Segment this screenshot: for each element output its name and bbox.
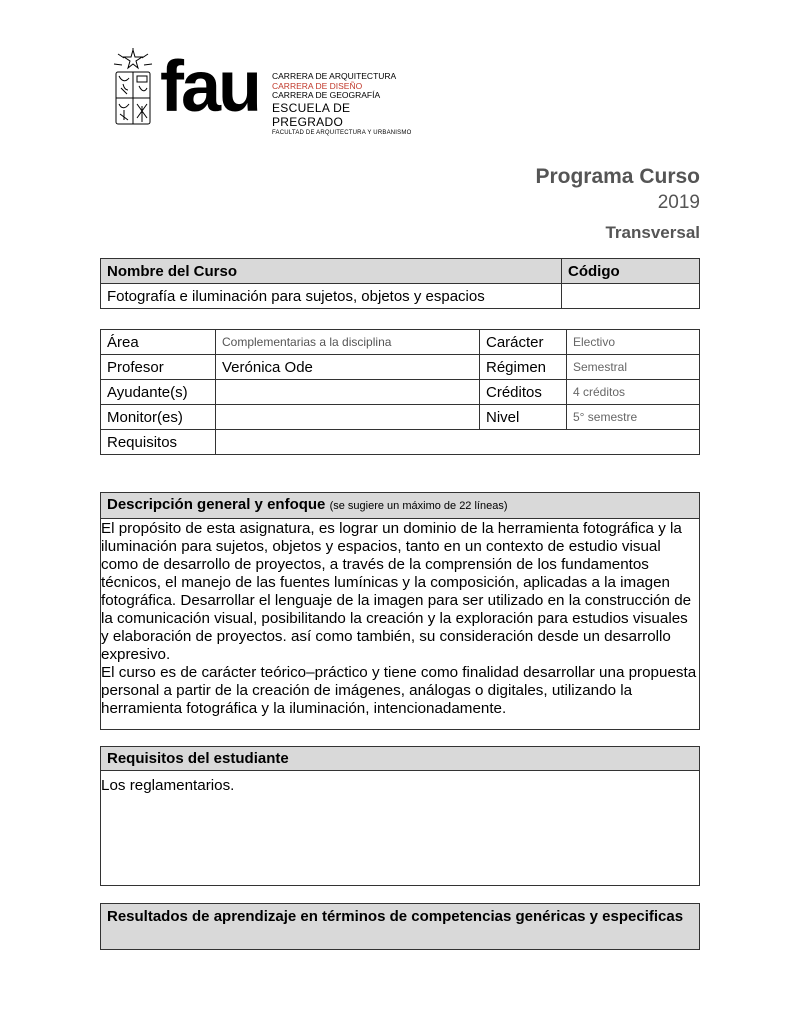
logo-line-arquitectura: CARRERA DE ARQUITECTURA bbox=[272, 71, 397, 81]
program-title: Programa Curso bbox=[535, 165, 700, 188]
area-value: Complementarias a la disciplina bbox=[216, 330, 480, 355]
logo-faculty: FACULTAD DE ARQUITECTURA Y URBANISMO bbox=[272, 129, 412, 136]
student-requirements-body: Los reglamentarios. bbox=[101, 777, 235, 794]
learning-results-section bbox=[100, 903, 700, 950]
monitor-value bbox=[216, 405, 480, 430]
program-year: 2019 bbox=[657, 192, 700, 213]
caracter-value: Electivo bbox=[567, 330, 700, 355]
requisitos-value bbox=[216, 430, 700, 455]
university-crest-icon bbox=[110, 48, 156, 130]
description-paragraph-2: El curso es de carácter teórico–práctico y tiene como finalidad desarrollar una propuesta personal a partir de la creación de imágenes, análogas o digitales, utilizando la herramienta fotográfica y la iluminación, intencionadamente. bbox=[101, 664, 697, 717]
program-type: Transversal bbox=[605, 223, 700, 242]
logo-school: ESCUELA DE PREGRADO bbox=[272, 100, 351, 129]
regimen-value: Semestral bbox=[567, 355, 700, 380]
learning-results-header: Resultados de aprendizaje en términos de competencias genéricas y especificas bbox=[101, 904, 699, 949]
description-section bbox=[100, 492, 700, 730]
student-requirements-header: Requisitos del estudiante bbox=[101, 747, 699, 771]
nivel-label: Nivel bbox=[480, 405, 567, 430]
creditos-label: Créditos bbox=[480, 380, 567, 405]
course-table bbox=[100, 258, 700, 309]
logo-line-diseno: CARRERA DE DISEÑO bbox=[272, 80, 363, 91]
description-paragraph-1: El propósito de esta asignatura, es lograr un dominio de la herramienta fotográfica y la iluminación para sujetos, objetos y espacios, tanto en un contexto de estudio visual como de desarrollo de proyectos, a través de la comprensión de los fundamentos técnicos, el manejo de las fuentes lumínicas y la composición, aplicadas a la imagen fotográfica. Desarrollar el lenguaje de la imagen para ser utilizado en la construcción de la comunicación visual, posibilitando la creación y la exploración para estudios visuales y elaboración de proyectos. así como también, su consideración desde un desarrollo expresivo. bbox=[101, 520, 692, 663]
requisitos-label: Requisitos bbox=[101, 430, 216, 455]
course-code-header: Código bbox=[562, 259, 700, 284]
ayudante-value bbox=[216, 380, 480, 405]
title-block bbox=[535, 163, 700, 249]
logo-text bbox=[272, 72, 420, 137]
course-name-header: Nombre del Curso bbox=[101, 259, 562, 284]
caracter-label: Carácter bbox=[480, 330, 567, 355]
course-info-table bbox=[100, 329, 700, 455]
creditos-value: 4 créditos bbox=[567, 380, 700, 405]
profesor-label: Profesor bbox=[101, 355, 216, 380]
regimen-label: Régimen bbox=[480, 355, 567, 380]
course-name: Fotografía e iluminación para sujetos, objetos y espacios bbox=[101, 284, 562, 309]
description-body bbox=[101, 519, 699, 718]
fau-wordmark: fau bbox=[160, 47, 259, 127]
ayudante-label: Ayudante(s) bbox=[101, 380, 216, 405]
fau-logo bbox=[110, 47, 420, 136]
course-code bbox=[562, 284, 700, 309]
nivel-value: 5° semestre bbox=[567, 405, 700, 430]
profesor-value: Verónica Ode bbox=[216, 355, 480, 380]
description-title: Descripción general y enfoque bbox=[107, 496, 326, 513]
description-header bbox=[101, 493, 699, 519]
student-requirements-section bbox=[100, 746, 700, 886]
description-note: (se sugiere un máximo de 22 líneas) bbox=[329, 500, 508, 512]
area-label: Área bbox=[101, 330, 216, 355]
monitor-label: Monitor(es) bbox=[101, 405, 216, 430]
logo-line-geografia: CARRERA DE GEOGRAFÍA bbox=[272, 90, 381, 100]
